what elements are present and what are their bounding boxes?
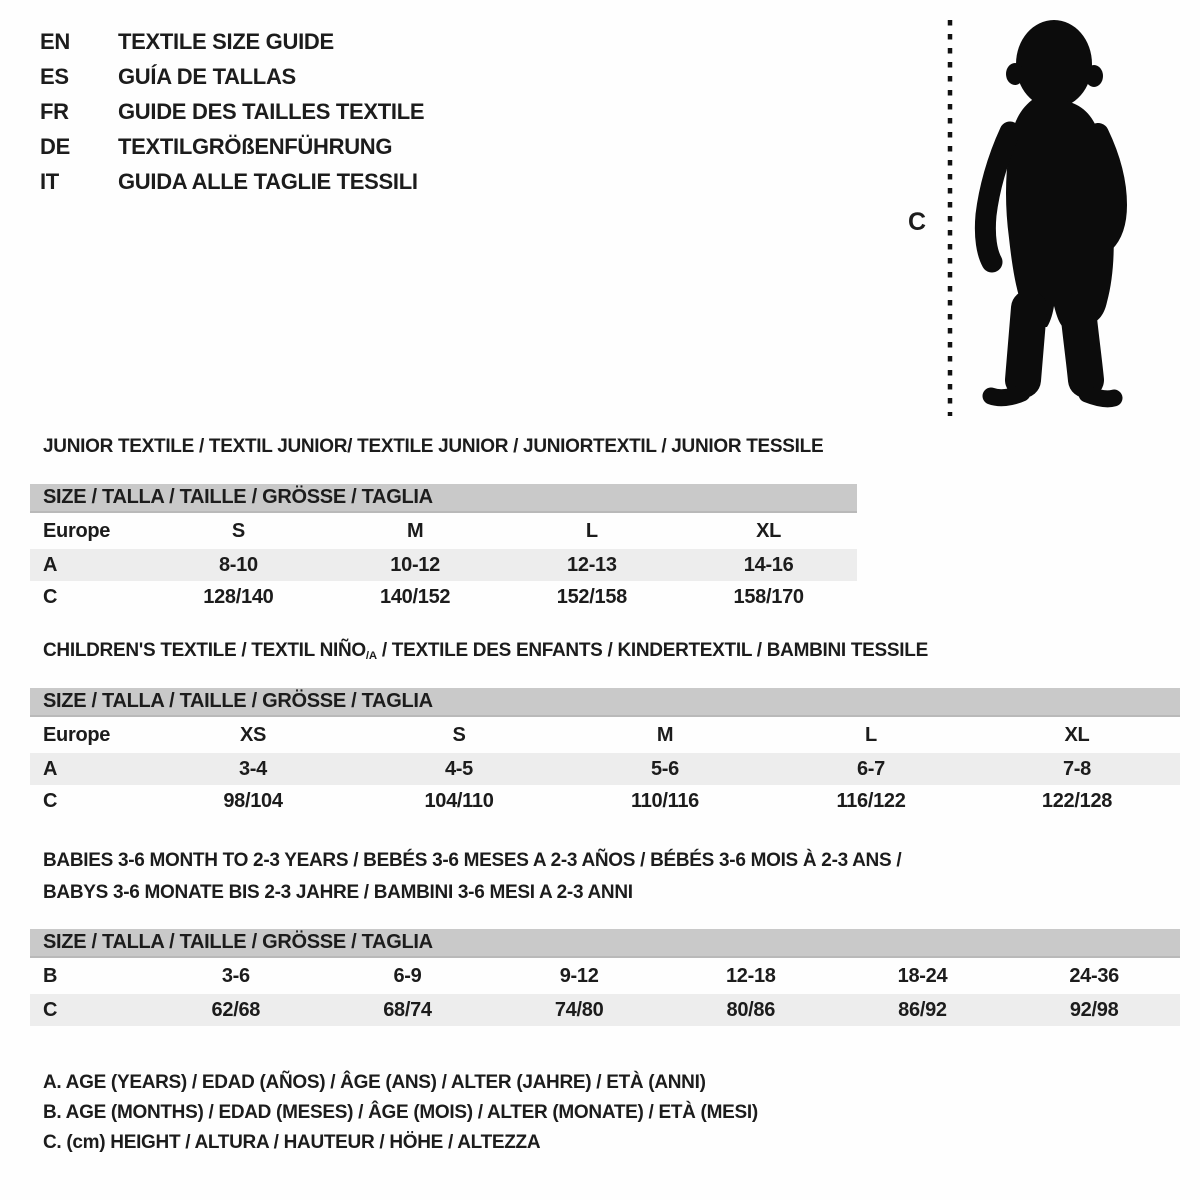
babies-section-title-line2: BABYS 3-6 MONATE BIS 2-3 JAHRE / BAMBINI 3-6 MESI A 2-3 ANNI [43, 882, 633, 903]
children-title-prefix: CHILDREN'S TEXTILE / TEXTIL NIÑO [43, 640, 366, 661]
table-cell: 122/128 [1041, 789, 1113, 812]
row-label: C [43, 585, 58, 608]
row-label: C [43, 789, 58, 812]
language-row-es [40, 59, 424, 94]
table-row [30, 513, 857, 549]
legend-line-c: C. (cm) HEIGHT / ALTURA / HAUTEUR / HÖHE / ALTEZZA [43, 1132, 541, 1153]
children-title-suffix: / TEXTILE DES ENFANTS / KINDERTEXTIL / BAMBINI TESSILE [376, 640, 928, 661]
table-cell: L [865, 723, 877, 746]
legend-block [43, 1068, 758, 1158]
language-row-it [40, 164, 424, 199]
language-title: TEXTILE SIZE GUIDE [118, 29, 334, 54]
row-label: Europe [43, 723, 111, 746]
row-label: A [30, 549, 150, 581]
table-cell: 8-10 [150, 549, 327, 581]
language-title: GUIDE DES TAILLES TEXTILE [118, 99, 425, 124]
table-cell: 158/170 [733, 585, 804, 608]
table-cell: L [585, 519, 598, 542]
baby-silhouette [985, 20, 1116, 399]
size-header-bar: SIZE / TALLA / TAILLE / GRÖSSE / TAGLIA [30, 688, 1180, 717]
children-size-table [30, 688, 1180, 817]
babies-size-table [30, 929, 1180, 1026]
children-title-subscript: /A [365, 649, 377, 662]
table-cell: XS [239, 723, 267, 746]
table-cell: 152/158 [556, 585, 627, 608]
language-code: EN [40, 29, 70, 54]
junior-section-title: JUNIOR TEXTILE / TEXTIL JUNIOR/ TEXTILE JUNIOR / JUNIORTEXTIL / JUNIOR TESSILE [43, 436, 824, 457]
table-cell: 5-6 [562, 753, 768, 785]
row-label: C [30, 994, 150, 1026]
table-cell: 18-24 [897, 964, 948, 987]
table-row [30, 549, 857, 581]
table-cell: 3-6 [221, 964, 250, 987]
language-code: DE [40, 134, 70, 159]
language-row-fr [40, 94, 424, 129]
table-row [30, 994, 1180, 1026]
table-cell: 62/68 [150, 994, 322, 1026]
table-cell: 116/122 [836, 789, 906, 812]
table-cell: XL [1064, 723, 1090, 746]
language-title-list [40, 24, 424, 199]
table-cell: M [656, 723, 674, 746]
table-cell: 104/110 [424, 789, 494, 812]
language-title: GUIDA ALLE TAGLIE TESSILI [118, 169, 418, 194]
table-row [30, 717, 1180, 753]
row-label: Europe [43, 519, 111, 542]
legend-line-b: B. AGE (MONTHS) / EDAD (MESES) / ÂGE (MOIS) / ALTER (MONATE) / ETÀ (MESI) [43, 1102, 758, 1123]
table-cell: 140/152 [380, 585, 451, 608]
table-cell: 9-12 [559, 964, 599, 987]
table-cell: 74/80 [493, 994, 665, 1026]
language-code: FR [40, 99, 69, 124]
table-cell: 110/116 [631, 789, 699, 812]
table-cell: XL [756, 519, 782, 542]
table-cell: 12-13 [504, 549, 681, 581]
table-cell: 86/92 [837, 994, 1009, 1026]
baby-silhouette-figure [938, 12, 1148, 422]
table-cell: 12-18 [725, 964, 776, 987]
table-cell: 4-5 [356, 753, 562, 785]
size-header-bar: SIZE / TALLA / TAILLE / GRÖSSE / TAGLIA [30, 484, 857, 513]
language-code: IT [40, 169, 59, 194]
table-cell: 92/98 [1008, 994, 1180, 1026]
junior-size-table [30, 484, 857, 613]
language-code: ES [40, 64, 69, 89]
table-cell: 7-8 [974, 753, 1180, 785]
size-header-bar: SIZE / TALLA / TAILLE / GRÖSSE / TAGLIA [30, 929, 1180, 958]
table-row [30, 785, 1180, 817]
table-cell: 80/86 [665, 994, 837, 1026]
language-row-de [40, 129, 424, 164]
children-section-title [43, 640, 928, 662]
table-row [30, 581, 857, 613]
table-cell: 98/104 [223, 789, 283, 812]
babies-section-title-line1: BABIES 3-6 MONTH TO 2-3 YEARS / BEBÉS 3-6 MESES A 2-3 AÑOS / BÉBÉS 3-6 MOIS À 2-3 ANS / [43, 850, 902, 871]
table-row [30, 753, 1180, 785]
table-cell: 68/74 [322, 994, 494, 1026]
table-cell: S [452, 723, 466, 746]
table-cell: 6-7 [768, 753, 974, 785]
table-cell: 14-16 [680, 549, 857, 581]
language-row-en [40, 24, 424, 59]
table-cell: 6-9 [393, 964, 422, 987]
table-cell: 3-4 [150, 753, 356, 785]
row-label: B [43, 964, 58, 987]
table-cell: M [406, 519, 424, 542]
legend-line-a: A. AGE (YEARS) / EDAD (AÑOS) / ÂGE (ANS) / ALTER (JAHRE) / ETÀ (ANNI) [43, 1072, 706, 1093]
language-title: TEXTILGRÖßENFÜHRUNG [118, 134, 393, 159]
table-cell: S [231, 519, 245, 542]
height-measure-label: C [908, 208, 926, 236]
table-cell: 24-36 [1069, 964, 1119, 987]
table-cell: 10-12 [327, 549, 504, 581]
table-cell: 128/140 [203, 585, 274, 608]
row-label: A [30, 753, 150, 785]
table-row [30, 958, 1180, 994]
language-title: GUÍA DE TALLAS [118, 64, 296, 89]
